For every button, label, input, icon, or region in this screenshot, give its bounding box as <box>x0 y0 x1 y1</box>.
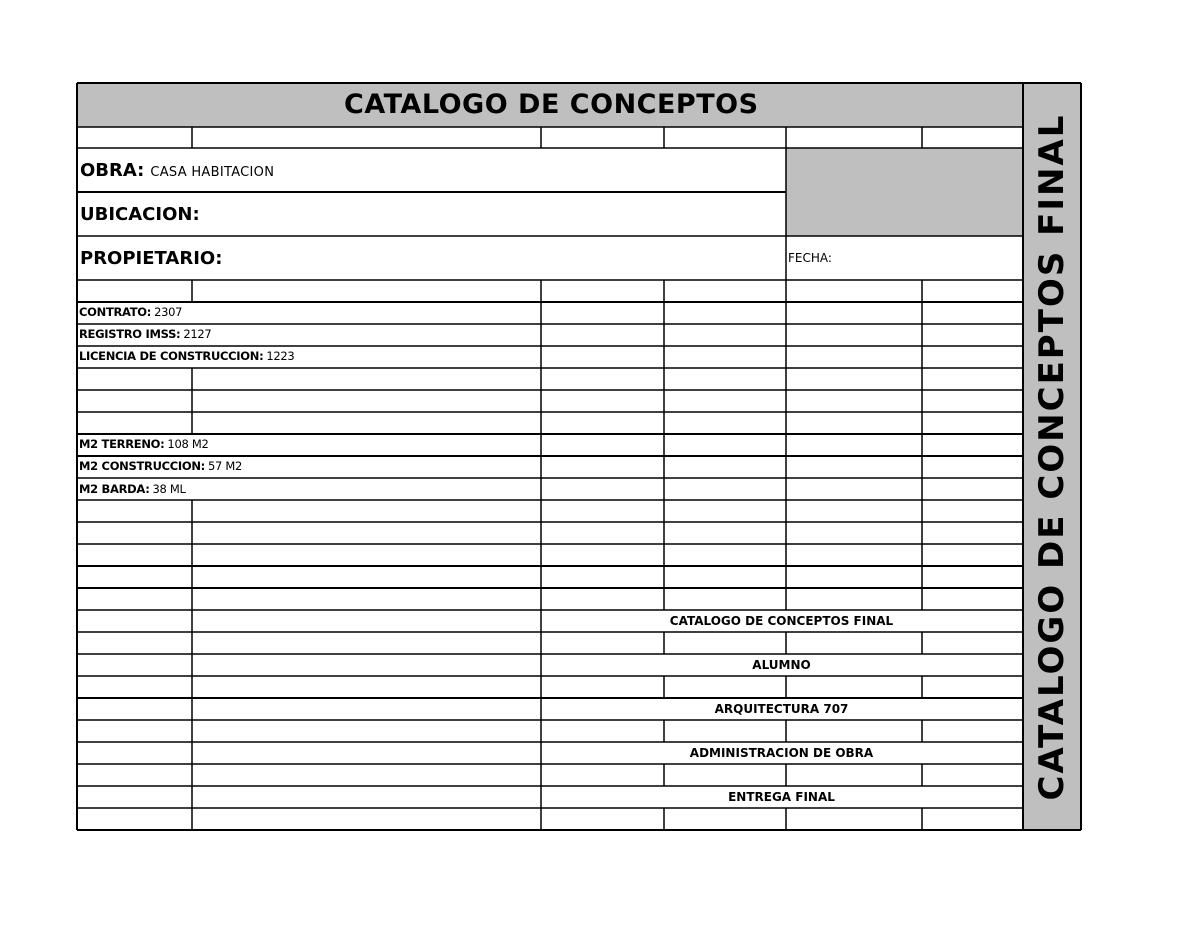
page-title: CATALOGO DE CONCEPTOS <box>344 89 759 120</box>
m2-barda-label: M2 BARDA: <box>79 482 150 496</box>
info-entrega-final: ENTREGA FINAL <box>728 790 835 804</box>
info-catalogo-final: CATALOGO DE CONCEPTOS FINAL <box>669 614 894 628</box>
fecha-label: FECHA: <box>788 251 832 265</box>
m2-construccion-value: 57 M2 <box>207 459 242 473</box>
m2-construccion-field <box>79 461 242 473</box>
m2-construccion-label: M2 CONSTRUCCION: <box>79 459 205 473</box>
registro-imss-field <box>79 329 211 341</box>
ubicacion-label: UBICACION: <box>80 204 200 225</box>
contrato-label: CONTRATO: <box>79 305 152 319</box>
m2-terreno-field <box>79 439 208 451</box>
info-alumno: ALUMNO <box>752 658 811 672</box>
info-administracion: ADMINISTRACION DE OBRA <box>689 746 874 760</box>
m2-terreno-label: M2 TERRENO: <box>79 437 165 451</box>
m2-barda-field <box>79 484 186 496</box>
licencia-label: LICENCIA DE CONSTRUCCION: <box>79 349 264 363</box>
gray-block <box>786 148 1023 236</box>
licencia-field <box>79 351 294 363</box>
propietario-label: PROPIETARIO: <box>80 248 223 269</box>
contrato-value: 2307 <box>154 305 183 319</box>
obra-value: CASA HABITACION <box>150 165 275 180</box>
m2-terreno-value: 108 M2 <box>167 437 209 451</box>
registro-imss-value: 2127 <box>183 327 212 341</box>
obra-field <box>80 162 274 180</box>
licencia-value: 1223 <box>266 349 295 363</box>
side-title-panel <box>1024 84 1080 830</box>
side-title: CATALOGO DE CONCEPTOS FINAL <box>1032 113 1072 801</box>
registro-imss-label: REGISTRO IMSS: <box>79 327 181 341</box>
info-arquitectura: ARQUITECTURA 707 <box>714 702 849 716</box>
contrato-field <box>79 307 182 319</box>
m2-barda-value: 38 ML <box>152 482 186 496</box>
obra-label: OBRA: <box>80 160 145 181</box>
